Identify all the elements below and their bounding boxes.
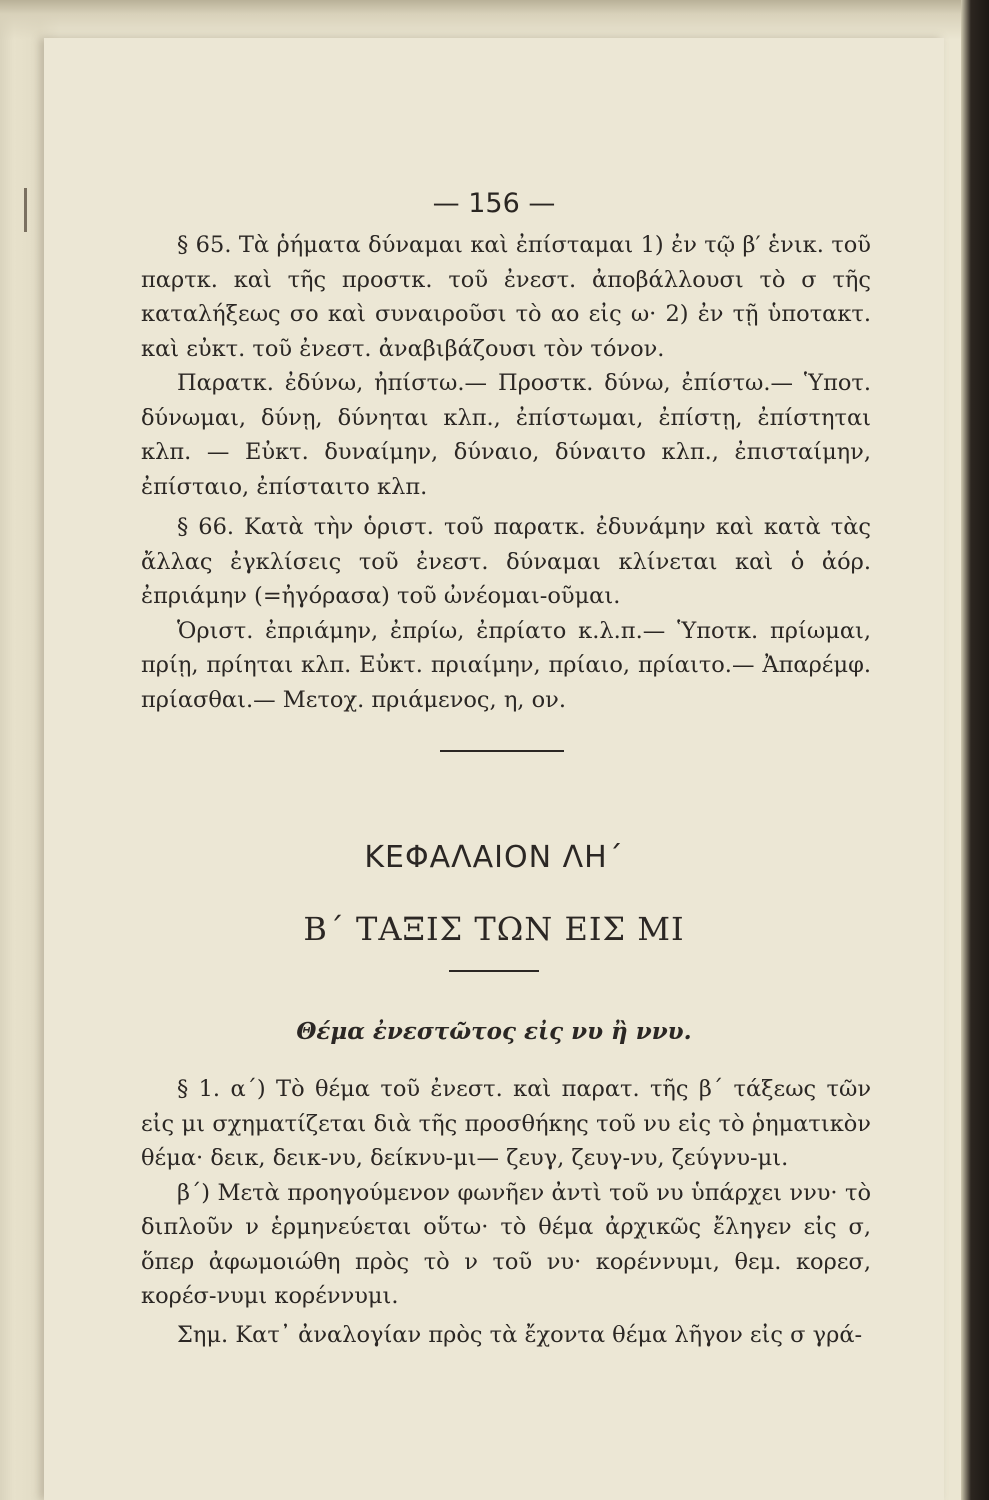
page-number: — 156 —	[432, 188, 556, 219]
margin-mark	[24, 188, 27, 232]
paragraph-66-examples: Ὁριστ. ἐπριάμην, ἐπρίω, ἐπρίατο κ.λ.π.— Ὑποτκ. πρίωμαι, πρίῃ, πρίηται κλπ. Εὐκτ. πριαίμην, πρίαιο, πρίαιτο.— Ἀπαρέμφ. πρίασθαι.— Μετοχ. πριάμενος, η, ον.	[141, 617, 871, 713]
paragraph-1a: § 1. α΄) Τὸ θέμα τοῦ ἐνεστ. καὶ παρατ. τῆς β΄ τάξεως τῶν εἰς μι σχηματίζεται διὰ τῆς προσθήκης τοῦ νυ εἰς τὸ ῥηματικὸν θέμα· δεικ, δεικ-νυ, δείκνυ-μι— ζευγ, ζευγ-νυ, ζεύγνυ-μι.	[141, 1076, 871, 1171]
paragraph-65-examples: Παρατκ. ἐδύνω, ἠπίστω.— Προστκ. δύνω, ἐπίστω.— Ὑποτ. δύνωμαι, δύνῃ, δύνηται κλπ., ἐπίστωμαι, ἐπίστῃ, ἐπίστηται κλπ. — Εὐκτ. δυναίμην, δύναιο, δύναιτο κλπ., ἐπισταίμην, ἐπίσταιο, ἐπίσταιτο κλπ.	[141, 370, 871, 500]
chapter-title: Β΄ ΤΑΞΙΣ ΤΩΝ ΕΙΣ ΜΙ	[303, 910, 685, 948]
paragraph-66: § 66. Κατὰ τὴν ὁριστ. τοῦ παρατκ. ἐδυνάμην καὶ κατὰ τὰς ἄλλας ἐγκλίσεις τοῦ ἐνεστ. δύναμαι κλίνεται καὶ ὁ ἀόρ. ἐπριάμην (=ἠγόρασα) τοῦ ὠνέομαι-οῦμαι.	[141, 514, 871, 609]
section-65	[141, 228, 871, 717]
title-underline	[449, 970, 539, 972]
paragraph-1b: β΄) Μετὰ προηγούμενον φωνῆεν ἀντὶ τοῦ νυ ὑπάρχει ννυ· τὸ διπλοῦν ν ἑρμηνεύεται οὕτω· τὸ θέμα ἀρχικῶς ἔληγεν εἰς σ, ὅπερ ἀφωμοιώθη πρὸς τὸ ν τοῦ νυ· κορέννυμι, θεμ. κορεσ, κορέσ-νυμι κορέννυμι.	[141, 1179, 871, 1309]
section-1	[141, 1072, 871, 1352]
paragraph-65: § 65. Τὰ ῥήματα δύναμαι καὶ ἐπίσταμαι 1) ἐν τῷ β′ ἑνικ. τοῦ παρτκ. καὶ τῆς προστκ. τοῦ ἐνεστ. ἀποβάλλουσι τὸ σ τῆς καταλήξεως σο καὶ συναιροῦσι τὸ αο εἰς ω· 2) ἐν τῇ ὑποτακτ. καὶ εὐκτ. τοῦ ἐνεστ. ἀναβιβάζουσι τὸν τόνον.	[141, 232, 871, 362]
section-divider	[440, 750, 564, 752]
paragraph-note: Σημ. Κατ᾽ ἀναλογίαν πρὸς τὰ ἔχοντα θέμα λῆγον εἰς σ γρά-	[177, 1321, 863, 1348]
subheading: Θέμα ἐνεστῶτος εἰς νυ ἢ ννυ.	[296, 1018, 692, 1045]
book-page	[44, 38, 944, 1500]
book-spine-edge	[961, 0, 989, 1500]
chapter-heading: ΚΕΦΑΛΑΙΟΝ ΛΗ΄	[364, 840, 624, 875]
page-stack-top	[0, 0, 961, 40]
